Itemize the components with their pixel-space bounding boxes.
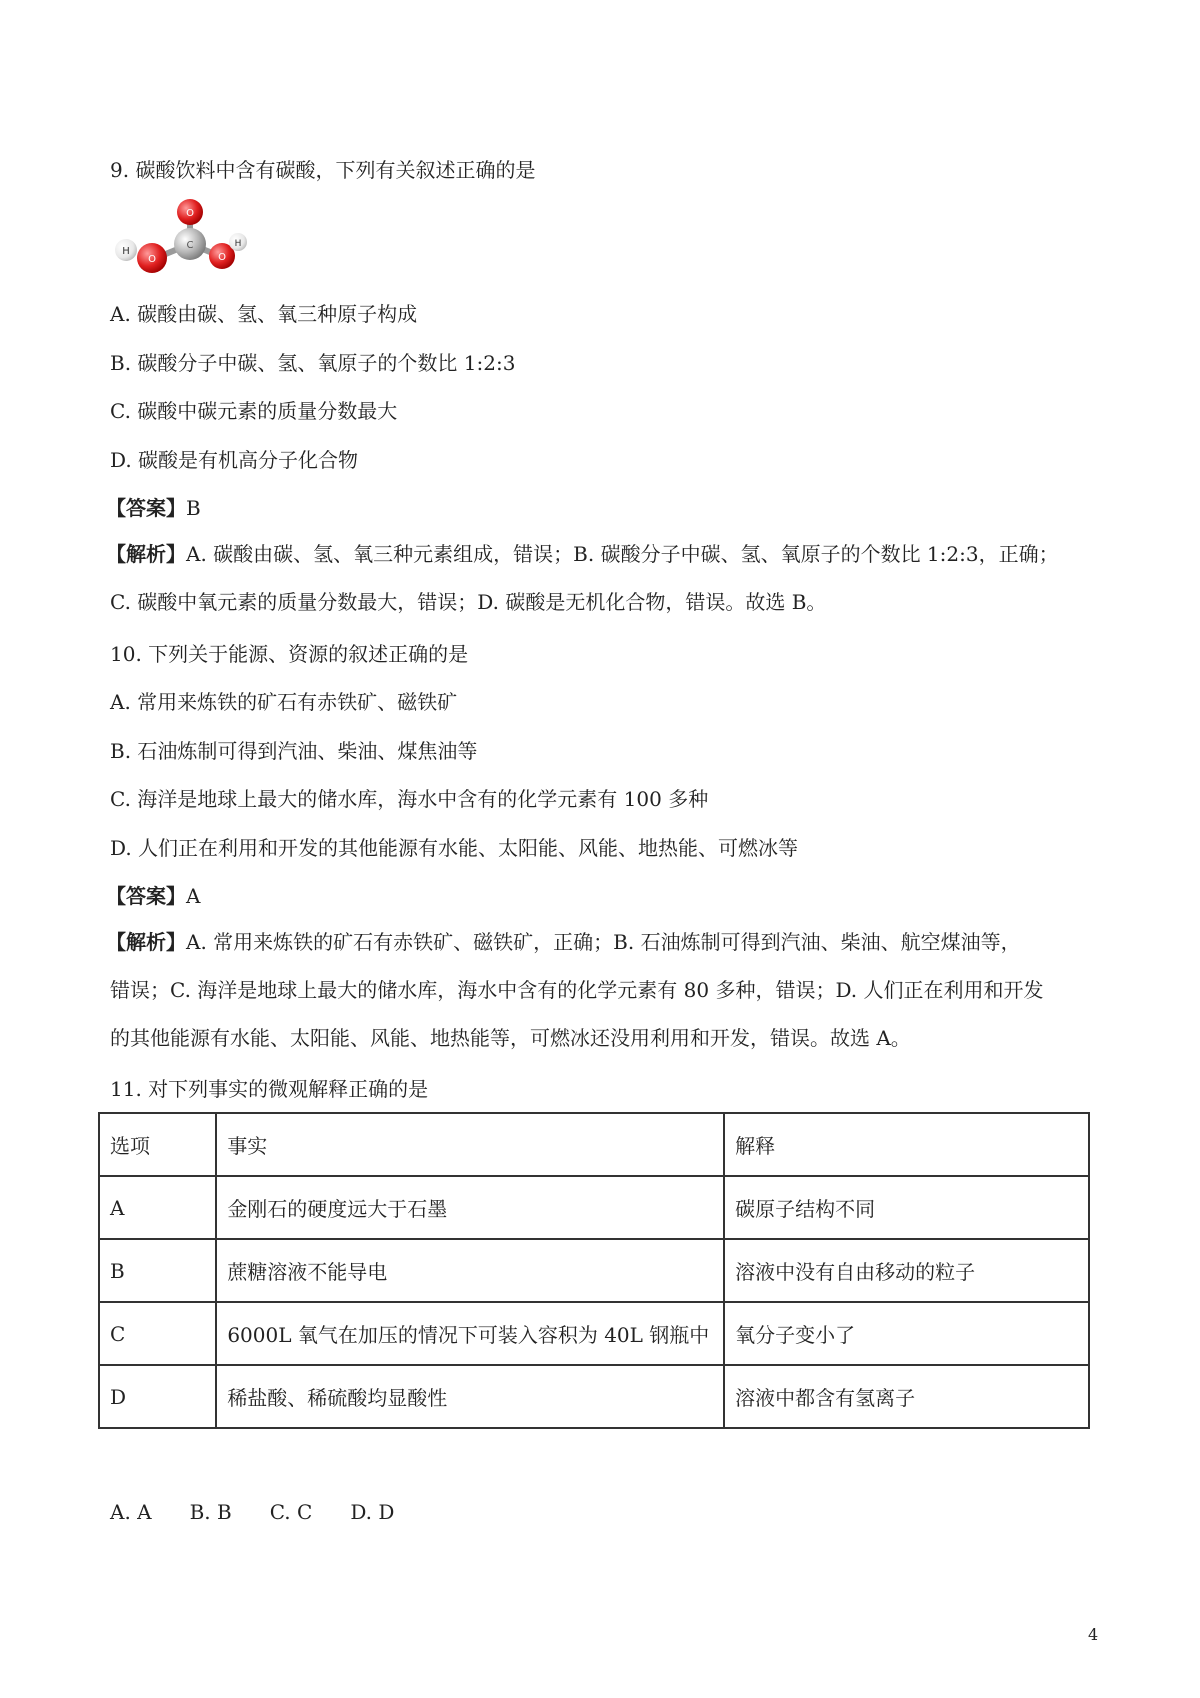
oxygen-atom-top (177, 199, 203, 225)
table-cell: 金刚石的硬度远大于石墨 (216, 1176, 724, 1239)
answer-label: 【答案】 (106, 496, 186, 520)
table-header-explanation: 解释 (724, 1113, 1089, 1176)
carbonic-acid-molecule-image (108, 196, 260, 280)
q11-table (98, 1112, 1090, 1429)
table-cell: 稀盐酸、稀硫酸均显酸性 (216, 1365, 724, 1428)
svg-text:O: O (148, 254, 156, 265)
table-row (99, 1176, 1089, 1239)
q9-option-b: B. 碳酸分子中碳、氢、氧原子的个数比 1:2:3 (110, 351, 516, 375)
q10-option-b: B. 石油炼制可得到汽油、柴油、煤焦油等 (110, 739, 478, 763)
q10-option-a: A. 常用来炼铁的矿石有赤铁矿、磁铁矿 (110, 690, 458, 714)
table-cell: D (99, 1365, 216, 1428)
carbon-atom (174, 228, 206, 260)
table-cell: 蔗糖溶液不能导电 (216, 1239, 724, 1302)
answer-value: B (186, 496, 201, 520)
table-cell: B (99, 1239, 216, 1302)
q11-choice-a: A. A (110, 1500, 152, 1524)
q9-analysis (106, 530, 1098, 626)
q11-stem: 11. 对下列事实的微观解释正确的是 (110, 1077, 429, 1101)
hydrogen-atom-right (229, 233, 247, 251)
q11-choice-b: B. B (189, 1500, 232, 1524)
analysis-line: C. 碳酸中氧元素的质量分数最大，错误；D. 碳酸是无机化合物，错误。故选 B。 (110, 590, 827, 614)
q10-answer (106, 882, 200, 910)
svg-text:O: O (218, 252, 226, 263)
analysis-line: 错误；C. 海洋是地球上最大的储水库，海水中含有的化学元素有 80 多种，错误；D. 人们正在利用和开发 (110, 978, 1044, 1002)
q9-option-d: D. 碳酸是有机高分子化合物 (110, 448, 359, 472)
table-header-fact: 事实 (216, 1113, 724, 1176)
table-header-option: 选项 (99, 1113, 216, 1176)
svg-text:O: O (186, 208, 194, 219)
table-cell: 碳原子结构不同 (724, 1176, 1089, 1239)
table-row (99, 1365, 1089, 1428)
page-number: 4 (1088, 1625, 1099, 1644)
q11-choice-d: D. D (350, 1500, 395, 1524)
table-cell: 溶液中都含有氢离子 (724, 1365, 1089, 1428)
hydrogen-atom-left (115, 239, 137, 261)
svg-text:H: H (234, 239, 242, 249)
svg-text:H: H (122, 246, 130, 257)
q10-analysis (106, 918, 1098, 1062)
q9-answer (106, 494, 201, 522)
q11-choice-c: C. C (269, 1500, 313, 1524)
table-cell: A (99, 1176, 216, 1239)
table-row (99, 1239, 1089, 1302)
answer-value: A (186, 884, 201, 908)
svg-text:C: C (186, 240, 194, 251)
analysis-label: 【解析】 (106, 930, 186, 954)
table-row (99, 1302, 1089, 1365)
table-cell: C (99, 1302, 216, 1365)
q10-option-d: D. 人们正在利用和开发的其他能源有水能、太阳能、风能、地热能、可燃冰等 (110, 836, 799, 860)
analysis-label: 【解析】 (106, 542, 186, 566)
q9-option-c: C. 碳酸中碳元素的质量分数最大 (110, 399, 398, 423)
q9-stem: 9. 碳酸饮料中含有碳酸，下列有关叙述正确的是 (110, 158, 536, 182)
q10-stem: 10. 下列关于能源、资源的叙述正确的是 (110, 642, 469, 666)
q10-option-c: C. 海洋是地球上最大的储水库，海水中含有的化学元素有 100 多种 (110, 787, 709, 811)
table-cell: 6000L 氧气在加压的情况下可装入容积为 40L 钢瓶中 (216, 1302, 724, 1365)
q11-choices (110, 1498, 432, 1526)
answer-label: 【答案】 (106, 884, 186, 908)
analysis-line: 【解析】A. 碳酸由碳、氢、氧三种元素组成，错误；B. 碳酸分子中碳、氢、氧原子的个数比 1:2:3，正确； (106, 542, 1059, 566)
oxygen-atom-left (137, 243, 167, 273)
table-cell: 氧分子变小了 (724, 1302, 1089, 1365)
analysis-line: 【解析】A. 常用来炼铁的矿石有赤铁矿、磁铁矿，正确；B. 石油炼制可得到汽油、柴油、航空煤油等， (106, 930, 1021, 954)
table-header-row (99, 1113, 1089, 1176)
table-cell: 溶液中没有自由移动的粒子 (724, 1239, 1089, 1302)
q9-option-a: A. 碳酸由碳、氢、氧三种原子构成 (110, 302, 418, 326)
analysis-line: 的其他能源有水能、太阳能、风能、地热能等，可燃冰还没用利用和开发，错误。故选 A。 (110, 1026, 911, 1050)
